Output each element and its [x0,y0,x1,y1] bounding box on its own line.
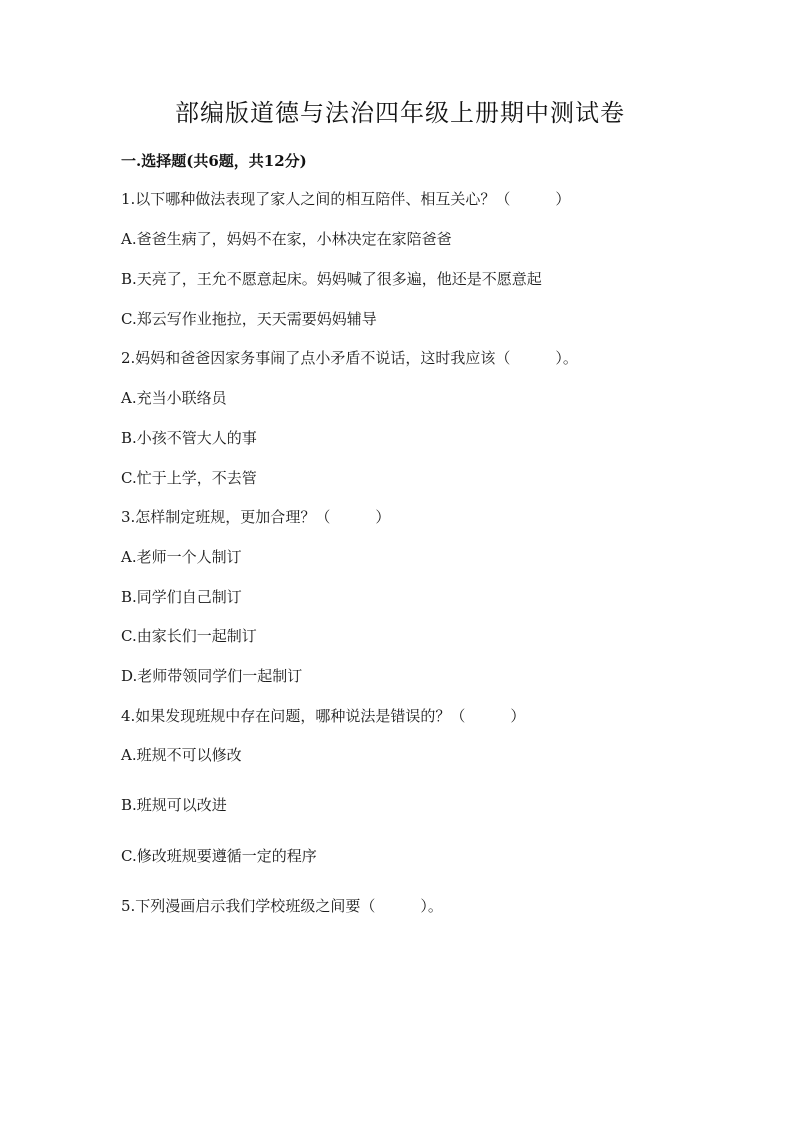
question-3-option-c: C.由家长们一起制订 [121,627,257,645]
question-1-option-b: B.天亮了，王允不愿意起床。妈妈喊了很多遍，他还是不愿意起 [121,270,542,288]
question-1-option-c: C.郑云写作业拖拉，天天需要妈妈辅导 [121,310,377,328]
question-4-option-a: A.班规不可以修改 [121,746,242,764]
question-3-option-d: D.老师带领同学们一起制订 [121,667,303,685]
page-title: 部编版道德与法治四年级上册期中测试卷 [175,99,625,127]
question-4-option-b: B.班规可以改进 [121,796,227,814]
question-3-stem: 3.怎样制定班规，更加合理？（ ） [121,508,391,526]
question-2-option-b: B.小孩不管大人的事 [121,429,257,447]
section-heading: 一.选择题(共6题，共12分) [121,152,307,170]
question-3-option-a: A.老师一个人制订 [121,548,242,566]
question-4-option-c: C.修改班规要遵循一定的程序 [121,847,317,865]
question-2-stem: 2.妈妈和爸爸因家务事闹了点小矛盾不说话，这时我应该（ ）。 [121,349,578,367]
question-3-option-b: B.同学们自己制订 [121,588,242,606]
question-2-option-a: A.充当小联络员 [121,389,227,407]
question-4-stem: 4.如果发现班规中存在问题，哪种说法是错误的？（ ） [121,707,526,725]
question-2-option-c: C.忙于上学，不去管 [121,469,257,487]
question-1-stem: 1.以下哪种做法表现了家人之间的相互陪伴、相互关心？（ ） [121,190,571,208]
question-1-option-a: A.爸爸生病了，妈妈不在家，小林决定在家陪爸爸 [121,230,452,248]
question-5-stem: 5.下列漫画启示我们学校班级之间要（ ）。 [121,897,443,915]
